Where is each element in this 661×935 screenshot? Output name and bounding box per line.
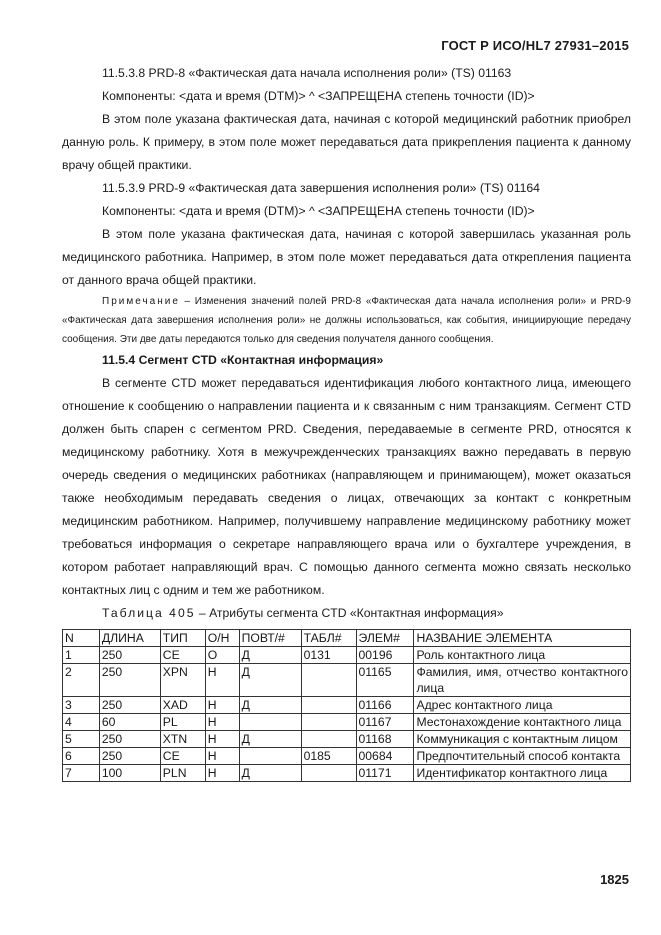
table-cell: Фамилия, имя, отчество контактного лица bbox=[414, 664, 631, 697]
table-cell: Н bbox=[205, 731, 239, 748]
table-cell bbox=[301, 765, 356, 782]
table-caption-label: Таблица 405 bbox=[102, 606, 196, 620]
table-row bbox=[63, 714, 631, 731]
table-cell: Д bbox=[239, 765, 301, 782]
table-cell: Н bbox=[205, 697, 239, 714]
table-row bbox=[63, 748, 631, 765]
table-cell: 5 bbox=[63, 731, 100, 748]
table-cell: XAD bbox=[160, 697, 205, 714]
section-11-5-3-8-body: В этом поле указана фактическая дата, начиная с которой медицинский работник приобрел данную роль. К примеру, в этом поле может передаваться дата прикрепления пациента к данному врачу общей практики. bbox=[62, 112, 631, 172]
page-content bbox=[62, 62, 631, 782]
table-cell: 250 bbox=[99, 647, 160, 664]
table-cell: Д bbox=[239, 731, 301, 748]
table-cell: CE bbox=[160, 748, 205, 765]
header-cell: ТИП bbox=[160, 630, 205, 647]
table-cell: 4 bbox=[63, 714, 100, 731]
table-cell: CE bbox=[160, 647, 205, 664]
table-cell: 250 bbox=[99, 731, 160, 748]
table-cell: Роль контактного лица bbox=[414, 647, 631, 664]
section-11-5-3-8-components: Компоненты: <дата и время (DTM)> ^ <ЗАПРЕЩЕНА степень точности (ID)> bbox=[102, 89, 535, 103]
note-paragraph bbox=[62, 292, 631, 349]
header-cell: ПОВТ/# bbox=[239, 630, 301, 647]
table-cell: 60 bbox=[99, 714, 160, 731]
table-row bbox=[63, 664, 631, 697]
header-cell: N bbox=[63, 630, 100, 647]
section-11-5-3-9-body: В этом поле указана фактическая дата, начиная с которой завершилась указанная роль медицинского работника. Например, в этом поле может передаваться дата открепления пациента от данного врача общей практики. bbox=[62, 227, 631, 287]
table-cell: 01168 bbox=[356, 731, 414, 748]
table-cell: 0131 bbox=[301, 647, 356, 664]
ctd-attributes-table bbox=[62, 629, 631, 782]
header-cell: О/Н bbox=[205, 630, 239, 647]
table-cell: 3 bbox=[63, 697, 100, 714]
table-cell: 100 bbox=[99, 765, 160, 782]
table-cell: 01166 bbox=[356, 697, 414, 714]
table-cell: 01167 bbox=[356, 714, 414, 731]
header-cell: ДЛИНА bbox=[99, 630, 160, 647]
table-cell: XPN bbox=[160, 664, 205, 697]
table-cell: 250 bbox=[99, 748, 160, 765]
table-cell: XTN bbox=[160, 731, 205, 748]
table-cell: О bbox=[205, 647, 239, 664]
table-cell: PLN bbox=[160, 765, 205, 782]
table-cell: PL bbox=[160, 714, 205, 731]
table-cell: 0185 bbox=[301, 748, 356, 765]
header-cell: ЭЛЕМ# bbox=[356, 630, 414, 647]
header-cell: ТАБЛ# bbox=[301, 630, 356, 647]
table-cell: Адрес контактного лица bbox=[414, 697, 631, 714]
table-cell: 01165 bbox=[356, 664, 414, 697]
table-row bbox=[63, 765, 631, 782]
table-row bbox=[63, 731, 631, 748]
section-11-5-4-heading: 11.5.4 Сегмент CTD «Контактная информация» bbox=[102, 353, 384, 367]
table-cell: 250 bbox=[99, 664, 160, 697]
table-cell: Н bbox=[205, 765, 239, 782]
table-cell: 250 bbox=[99, 697, 160, 714]
table-cell bbox=[301, 664, 356, 697]
section-11-5-4-body: В сегменте CTD может передаваться идентификация любого контактного лица, имеющего отношение к сообщению о направлении пациента и к связанным с ним транзакциям. Сегмент CTD должен быть спарен с сегментом PRD. Сведения, передаваемые в сегменте PRD, относятся к медицинскому работнику. Хотя в межучрежденческих транзакциях важно передавать в первую очередь сведения о медицинских работниках (направляющем и принимающем), может оказаться также необходимым передавать сведения о лицах, отвечающих за контакт с конкретным медицинским работником. Например, получившему направление медицинскому работнику может требоваться информация о секретаре направляющего врача или о бухгалтере учреждения, в котором работает направляющий врач. С помощью данного сегмента можно связать несколько контактных лиц с одним и тем же работником. bbox=[62, 376, 631, 597]
table-cell bbox=[301, 731, 356, 748]
table-cell: Коммуникация с контактным лицом bbox=[414, 731, 631, 748]
table-cell: Д bbox=[239, 647, 301, 664]
table-cell: Местонахождение контактного лица bbox=[414, 714, 631, 731]
section-11-5-3-9-components: Компоненты: <дата и время (DTM)> ^ <ЗАПРЕЩЕНА степень точности (ID)> bbox=[102, 204, 535, 218]
section-11-5-3-8-heading: 11.5.3.8 PRD-8 «Фактическая дата начала исполнения роли» (TS) 01163 bbox=[102, 66, 512, 80]
table-cell bbox=[301, 714, 356, 731]
table-row bbox=[63, 647, 631, 664]
page-number: 1825 bbox=[600, 872, 629, 887]
table-cell bbox=[301, 697, 356, 714]
table-cell: 00196 bbox=[356, 647, 414, 664]
table-cell: Д bbox=[239, 664, 301, 697]
table-caption bbox=[62, 602, 631, 625]
table-cell bbox=[239, 714, 301, 731]
table-cell: Идентификатор контактного лица bbox=[414, 765, 631, 782]
note-label: Примечание bbox=[102, 296, 180, 307]
table-cell: 01171 bbox=[356, 765, 414, 782]
table-cell: Н bbox=[205, 748, 239, 765]
section-11-5-3-9-heading: 11.5.3.9 PRD-9 «Фактическая дата завершения исполнения роли» (TS) 01164 bbox=[102, 181, 540, 195]
table-cell: 1 bbox=[63, 647, 100, 664]
table-cell bbox=[239, 748, 301, 765]
table-cell: 6 bbox=[63, 748, 100, 765]
header-cell: НАЗВАНИЕ ЭЛЕМЕНТА bbox=[414, 630, 631, 647]
table-cell: Предпочтительный способ контакта bbox=[414, 748, 631, 765]
table-cell: 00684 bbox=[356, 748, 414, 765]
standard-header: ГОСТ Р ИСО/HL7 27931–2015 bbox=[441, 38, 629, 53]
note-text: – Изменения значений полей PRD-8 «Фактическая дата начала исполнения роли» и PRD-9 «Фактическая дата завершения исполнения роли» не должны использоваться, как события, инициирующие передачу сообщения. Эти две даты передаются только для сведения получателя данного сообщения. bbox=[62, 296, 631, 345]
table-cell: Н bbox=[205, 714, 239, 731]
table-header-row bbox=[63, 630, 631, 647]
table-caption-text: – Атрибуты сегмента CTD «Контактная информация» bbox=[195, 606, 504, 620]
table-row bbox=[63, 697, 631, 714]
table-cell: 7 bbox=[63, 765, 100, 782]
table-cell: Д bbox=[239, 697, 301, 714]
table-cell: Н bbox=[205, 664, 239, 697]
table-cell: 2 bbox=[63, 664, 100, 697]
